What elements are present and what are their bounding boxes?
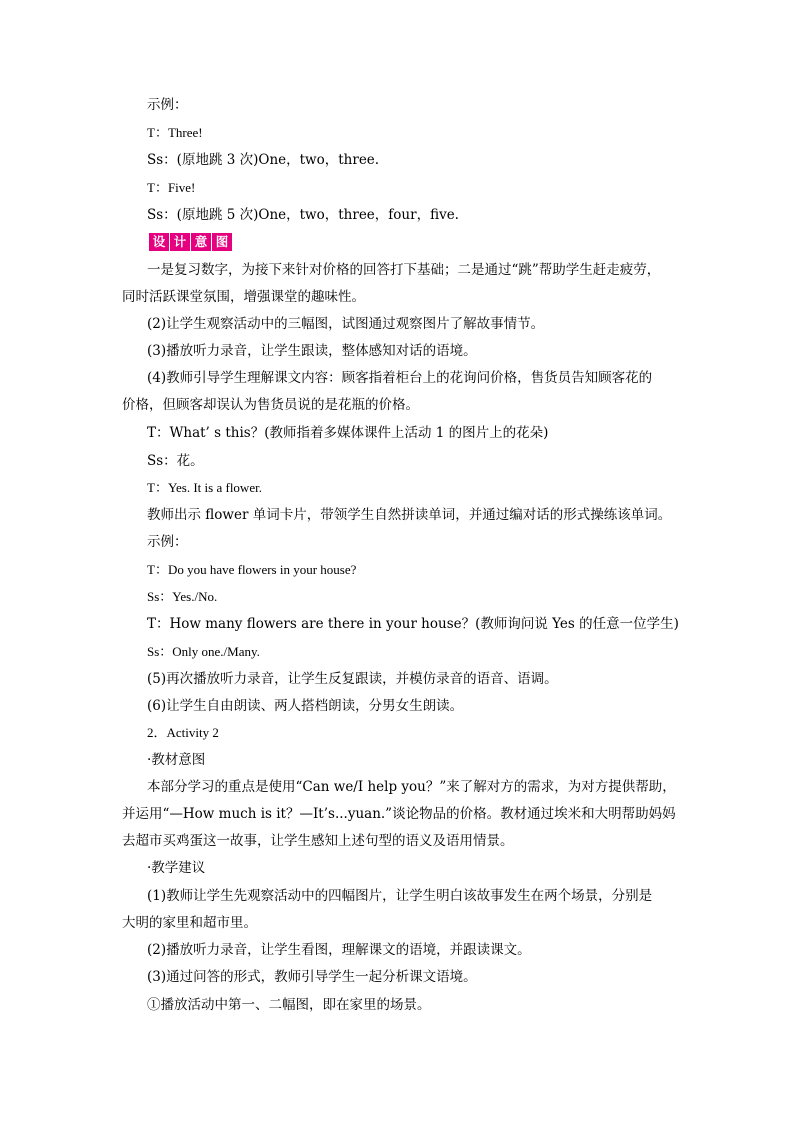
- dialogue-line: Ss：(原地跳 5 次)One，two，three，four，five.: [147, 207, 459, 223]
- paragraph-line: (4)教师引导学生理解课文内容：顾客指着柜台上的花询问价格，售货员告知顾客花的: [147, 370, 653, 386]
- subsection-heading: ·教材意图: [147, 752, 206, 768]
- badge-char: 设: [149, 233, 169, 251]
- paragraph-line: (6)让学生自由朗读、两人搭档朗读，分男女生朗读。: [147, 698, 464, 714]
- dialogue-line: T：Five!: [147, 180, 196, 195]
- badge-char: 计: [170, 233, 190, 251]
- paragraph-line: (3)通过问答的形式，教师引导学生一起分析课文语境。: [147, 969, 477, 985]
- paragraph-line: (1)教师让学生先观察活动中的四幅图片，让学生明白该故事发生在两个场景，分别是: [147, 888, 653, 904]
- paragraph-line: ①播放活动中第一、二幅图，即在家里的场景。: [147, 997, 431, 1013]
- section-heading: 2．Activity 2: [147, 725, 219, 740]
- paragraph-line: 大明的家里和超市里。: [122, 915, 257, 931]
- dialogue-line: T：How many flowers are there in your house？(教师询问说 Yes 的任意一位学生): [147, 616, 679, 632]
- dialogue-line: T：Do you have flowers in your house?: [147, 562, 357, 577]
- paragraph-line: (5)再次播放听力录音，让学生反复跟读，并模仿录音的语音、语调。: [147, 671, 558, 687]
- badge-char: 图: [212, 233, 232, 251]
- paragraph-line: 价格，但顾客却误认为售货员说的是花瓶的价格。: [122, 397, 419, 413]
- paragraph-line: 教师出示 flower 单词卡片，带领学生自然拼读单词，并通过编对话的形式操练该单词。: [147, 507, 672, 523]
- dialogue-line: T：Yes. It is a flower.: [147, 480, 262, 495]
- paragraph-line: 同时活跃课堂氛围，增强课堂的趣味性。: [122, 289, 365, 305]
- paragraph-line: 一是复习数字，为接下来针对价格的回答打下基础；二是通过“跳”帮助学生赶走疲劳，: [147, 262, 661, 278]
- dialogue-line: T：Three!: [147, 125, 203, 140]
- paragraph-line: (2)让学生观察活动中的三幅图，试图通过观察图片了解故事情节。: [147, 316, 545, 332]
- paragraph-line: 并运用“—How much is it？—It’s...yuan.”谈论物品的价格。教材通过埃米和大明帮助妈妈: [122, 806, 676, 822]
- badge-char: 意: [191, 233, 211, 251]
- dialogue-line: Ss：花。: [147, 453, 204, 469]
- paragraph-line: 本部分学习的重点是使用“Can we/I help you？”来了解对方的需求，为对方提供帮助，: [147, 779, 676, 795]
- dialogue-line: Ss：(原地跳 3 次)One，two，three.: [147, 152, 380, 168]
- example-label: 示例：: [147, 534, 188, 550]
- subsection-heading: ·教学建议: [147, 860, 206, 876]
- paragraph-line: (3)播放听力录音，让学生跟读，整体感知对话的语境。: [147, 343, 477, 359]
- paragraph-line: 去超市买鸡蛋这一故事，让学生感知上述句型的语义及语用情景。: [122, 833, 514, 849]
- design-intent-badge: [149, 233, 232, 251]
- dialogue-line: Ss：Only one./Many.: [147, 644, 260, 659]
- dialogue-line: T：What’ s this？(教师指着多媒体课件上活动 1 的图片上的花朵): [147, 425, 549, 441]
- paragraph-line: (2)播放听力录音，让学生看图，理解课文的语境，并跟读课文。: [147, 942, 531, 958]
- example-label: 示例：: [147, 97, 188, 113]
- dialogue-line: Ss：Yes./No.: [147, 589, 218, 604]
